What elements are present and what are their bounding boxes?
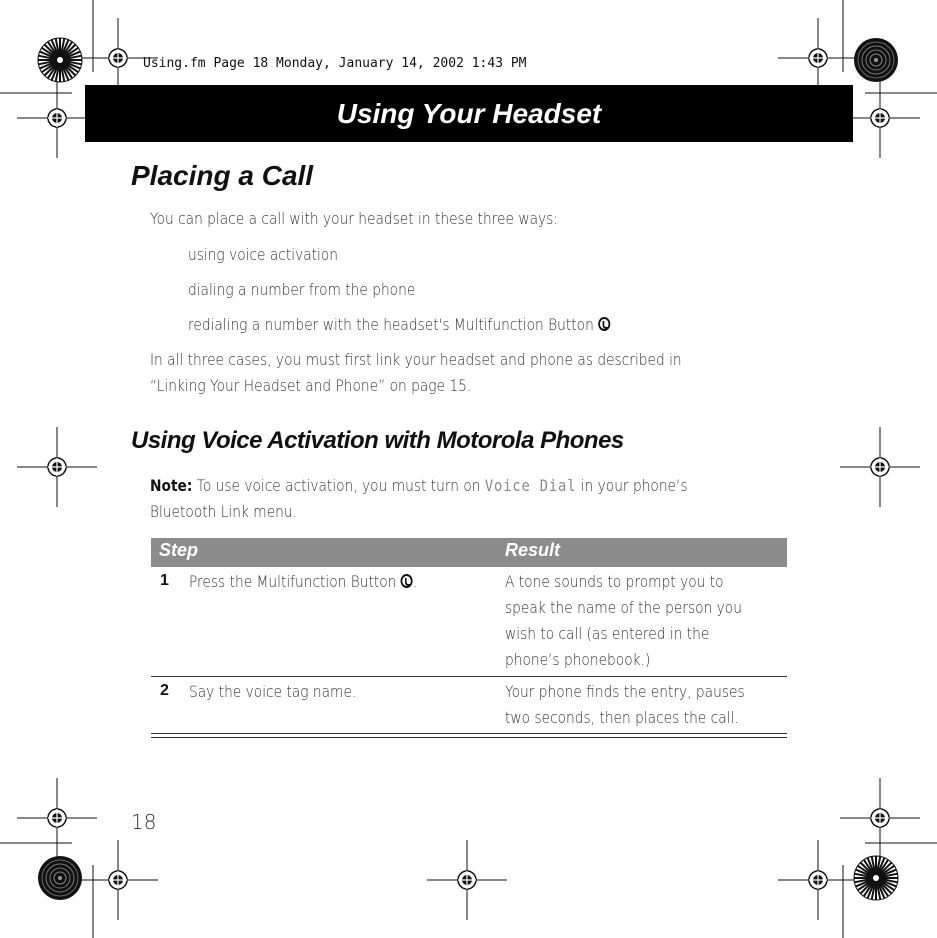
result-line: Your phone finds the entry, pauses <box>505 682 745 701</box>
gear-target-icon <box>854 38 898 82</box>
result-line: two seconds, then places the call. <box>505 708 739 727</box>
result-text <box>505 569 742 673</box>
note-paragraph <box>150 473 688 499</box>
step-suffix: . <box>412 572 418 591</box>
step-text: Say the voice tag name. <box>189 682 357 701</box>
note-text: To use voice activation, you must turn on <box>196 476 481 495</box>
result-line: A tone sounds to prompt you to <box>505 572 724 591</box>
intro-paragraph: You can place a call with your headset in these three ways: <box>150 209 558 228</box>
page-number: 18 <box>131 810 157 834</box>
registration-mark-icon <box>840 778 920 858</box>
table-header-row <box>151 538 787 567</box>
list-item: dialing a number from the phone <box>188 280 416 299</box>
table-bottom-rule <box>151 733 787 734</box>
result-line: speak the name of the person you <box>505 598 742 617</box>
voice-dial-menu-item: Voice Dial <box>484 476 577 495</box>
note-paragraph-line2: Bluetooth Link menu. <box>150 502 297 521</box>
multifunction-button-icon <box>401 574 413 588</box>
registration-mark-icon <box>17 778 97 858</box>
list-item: using voice activation <box>188 245 339 264</box>
gear-target-icon <box>38 856 82 900</box>
step-number: 2 <box>160 682 169 699</box>
starburst-target-icon <box>854 856 898 900</box>
note-label: Note: <box>150 476 193 495</box>
registration-mark-icon <box>840 427 920 507</box>
column-header-step: Step <box>159 540 199 560</box>
registration-mark-icon <box>17 427 97 507</box>
result-line: phone’s phonebook.) <box>505 650 651 669</box>
column-header-result: Result <box>505 540 561 560</box>
note-text: in your phone’s <box>580 476 688 495</box>
closing-line: “Linking Your Headset and Phone” on page 15. <box>150 376 472 395</box>
registration-mark-icon <box>78 840 158 920</box>
list-item-text: redialing a number with the headset's Multifunction Button <box>188 315 594 334</box>
step-number: 1 <box>160 572 169 589</box>
step-instruction: Press the Multifunction Button <box>189 572 397 591</box>
closing-line: In all three cases, you must first link your headset and phone as described in <box>150 350 682 369</box>
table-bottom-rule <box>151 737 787 738</box>
result-line: wish to call (as entered in the <box>505 624 710 643</box>
registration-mark-icon <box>778 840 858 920</box>
list-item <box>188 312 610 338</box>
multifunction-button-icon <box>598 317 610 331</box>
result-text <box>505 679 745 731</box>
step-text <box>189 569 417 595</box>
chapter-title: Using Your Headset <box>336 98 602 129</box>
registration-mark-icon <box>427 840 507 920</box>
section-title-placing-a-call: Placing a Call <box>131 160 314 191</box>
section-title-voice-activation: Using Voice Activation with Motorola Phones <box>131 427 624 454</box>
starburst-target-icon <box>38 38 82 82</box>
file-info-header: Using.fm Page 18 Monday, January 14, 2002 1:43 PM <box>143 56 527 71</box>
row-divider <box>151 676 787 677</box>
